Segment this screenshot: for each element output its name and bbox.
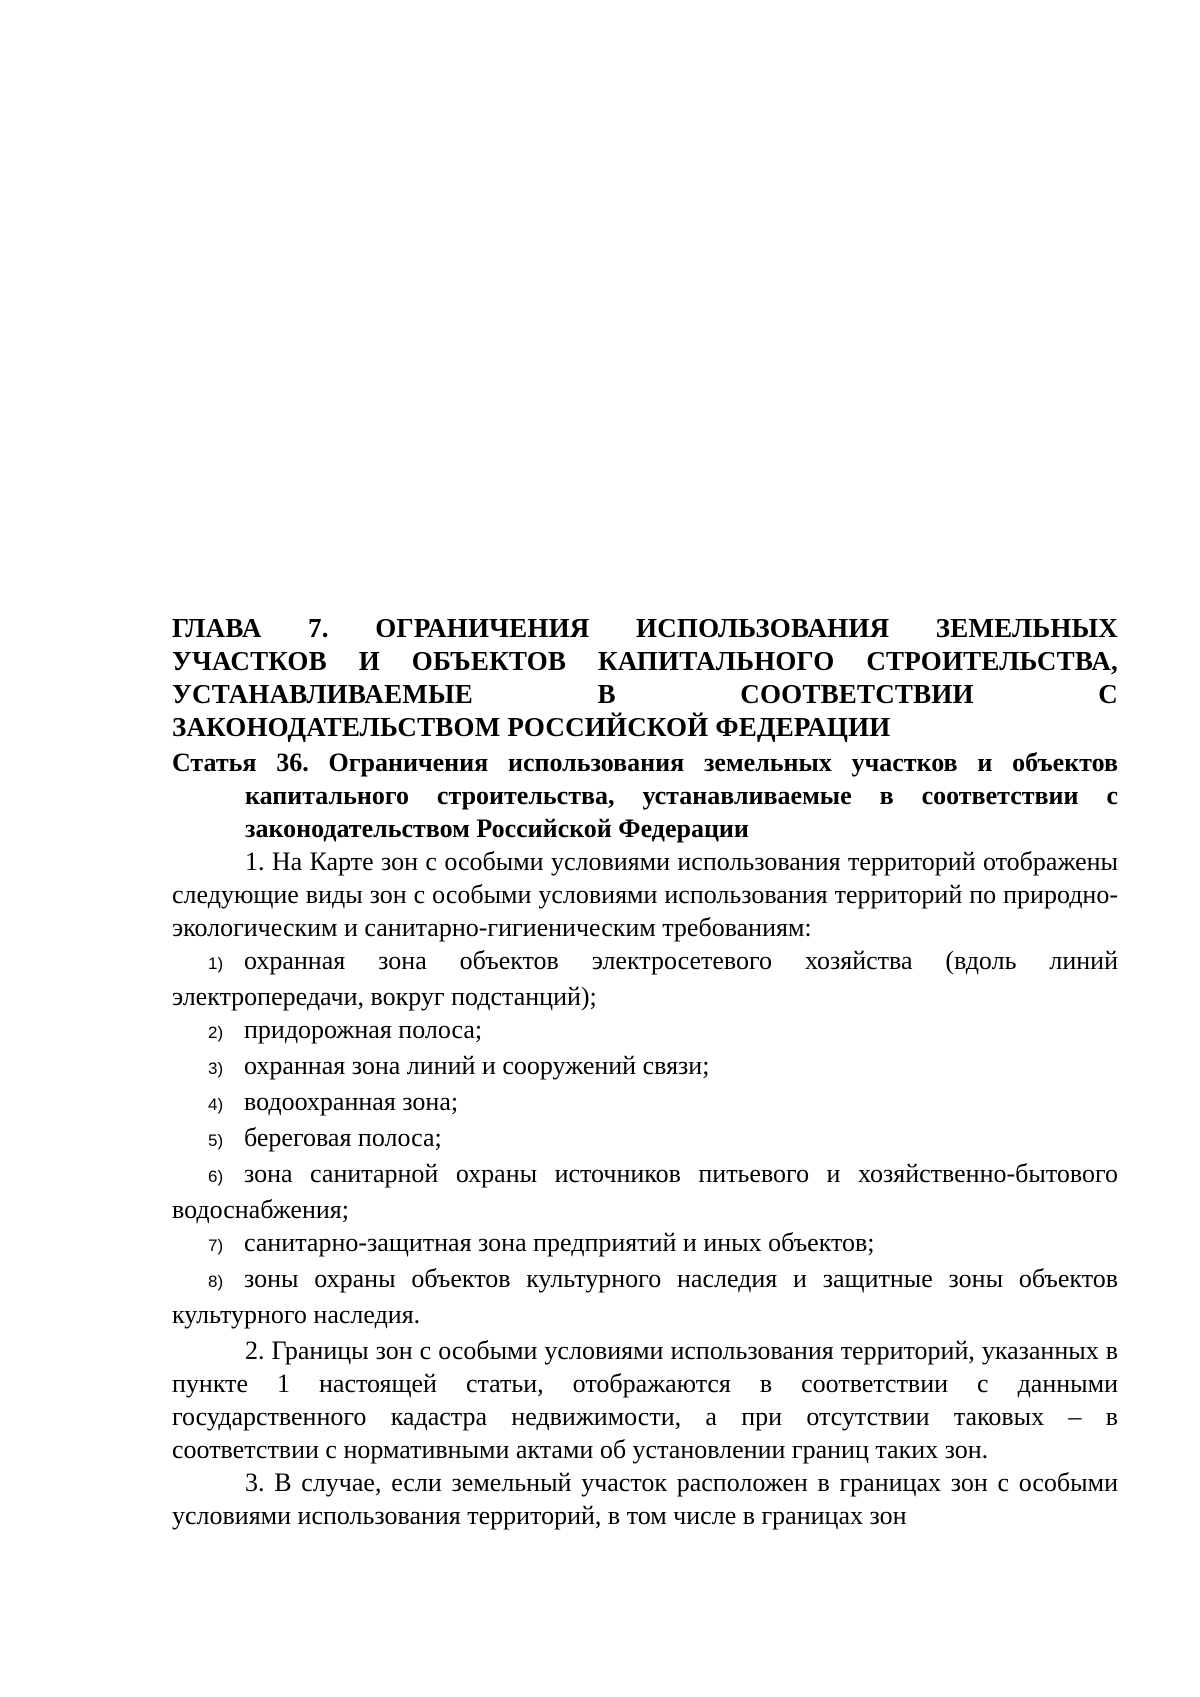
list-item-text: береговая полоса; <box>244 1123 442 1152</box>
article-title: Статья 36. Ограничения использования земельных участков и объектов капитального строительства, устанавливаемые в соответствии с законодательством Российской Федерации <box>172 748 1118 843</box>
paragraph-3: 3. В случае, если земельный участок расположен в границах зон с особыми условиями использования территорий, в том числе в границах зон <box>172 1468 1118 1530</box>
list-item-text: охранная зона объектов электросетевого хозяйства (вдоль линий электропередачи, вокруг подстанций); <box>172 946 1118 1011</box>
list-item <box>172 1049 1118 1085</box>
list-item-number: 3) <box>208 1059 224 1078</box>
list-item-text: санитарно-защитная зона предприятий и иных объектов; <box>244 1228 875 1257</box>
paragraph-2: 2. Границы зон с особыми условиями использования территорий, указанных в пункте 1 настоящей статьи, отображаются в соответствии с данными государственного кадастра недвижимости, а при отсутствии таковых – в соответствии с нормативными актами об установлении границ таких зон. <box>172 1336 1118 1464</box>
list-item <box>172 1085 1118 1121</box>
list-item-text: водоохранная зона; <box>244 1087 459 1116</box>
list-item-number: 8) <box>208 1272 224 1291</box>
list-item <box>172 1262 1118 1331</box>
chapter-title-line: УЧАСТКОВ И ОБЪЕКТОВ КАПИТАЛЬНОГО СТРОИТЕЛЬСТВА, <box>172 646 1118 676</box>
list-item-number: 5) <box>208 1131 224 1150</box>
list-item-number: 1) <box>208 954 224 973</box>
list-item <box>172 1226 1118 1262</box>
list-item-text: придорожная полоса; <box>244 1015 483 1044</box>
chapter-title-line: ГЛАВА 7. ОГРАНИЧЕНИЯ ИСПОЛЬЗОВАНИЯ ЗЕМЕЛЬНЫХ <box>172 613 1118 643</box>
list-item <box>172 1013 1118 1049</box>
chapter-title-line: УСТАНАВЛИВАЕМЫЕ В СООТВЕТСТВИИ С <box>172 679 1118 709</box>
list-item-text: зоны охраны объектов культурного наследия и защитные зоны объектов культурного наследия. <box>172 1264 1118 1329</box>
list-item-number: 6) <box>208 1167 224 1186</box>
zones-list <box>172 944 1118 1331</box>
list-item-number: 7) <box>208 1236 224 1255</box>
list-item <box>172 1157 1118 1226</box>
chapter-title <box>172 612 1118 744</box>
list-item-number: 2) <box>208 1023 224 1042</box>
list-item <box>172 944 1118 1013</box>
chapter-title-line: ЗАКОНОДАТЕЛЬСТВОМ РОССИЙСКОЙ ФЕДЕРАЦИИ <box>172 712 891 742</box>
list-item-text: охранная зона линий и сооружений связи; <box>244 1051 710 1080</box>
document-body <box>172 612 1118 1532</box>
list-item-text: зона санитарной охраны источников питьевого и хозяйственно-бытового водоснабжения; <box>172 1159 1118 1224</box>
paragraph-1: 1. На Карте зон с особыми условиями использования территорий отображены следующие виды зон с особыми условиями использования территорий по природно-экологическим и санитарно-гигиеническим требованиям: <box>172 847 1118 942</box>
list-item-number: 4) <box>208 1095 224 1114</box>
list-item <box>172 1121 1118 1157</box>
